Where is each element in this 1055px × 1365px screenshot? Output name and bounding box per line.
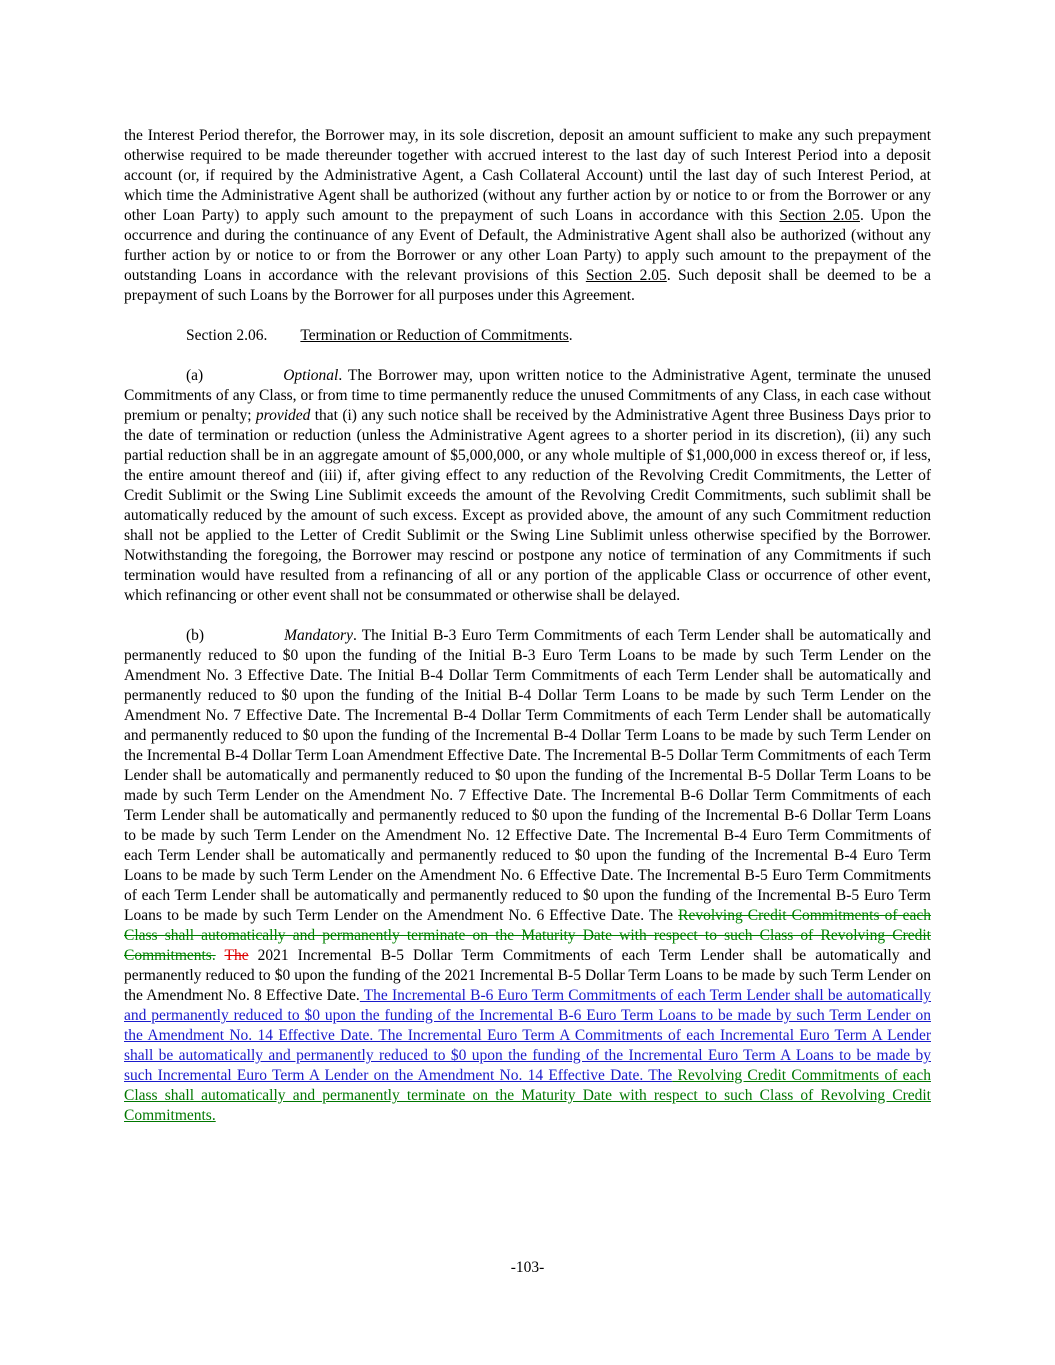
italic-text: Mandatory: [284, 627, 353, 644]
text-run: 2021 Incremental B-5 Dollar Term Commitments of each Term Lender shall be automatically and permanently reduced to $0 upon the funding of the 2021 Incremental B-5 Dollar Term Loans to be made by such Term Lender on the Amendment No. 8 Effective Date.: [124, 947, 931, 1004]
paragraph-label: (b): [186, 627, 205, 644]
paragraph-b-mandatory: [124, 626, 931, 1126]
paragraph-label: (a): [186, 367, 204, 384]
inserted-text-blue: The Incremental B-6 Euro Term Commitments of each Term Lender shall be automatically and permanently reduced to $0 upon the funding of the Incremental B-6 Euro Term Loans to be made by such Term Lender on the Amendment No. 14 Effective Date. The Incremental Euro Term A Commitments of each Incremental Euro Term A Lender shall be automatically and permanently reduced to $0 upon the funding of the Incremental Euro Term A Loans to be made by such Incremental Euro Term A Lender on the Amendment No. 14 Effective Date. The: [124, 987, 932, 1084]
underlined-text: Section 2.05: [779, 207, 860, 224]
paragraph-a-optional: [124, 366, 931, 606]
continuation-paragraph: [124, 126, 931, 306]
text-run: . The Initial B-3 Euro Term Commitments of each Term Lender shall be automatically and permanently reduced to $0 upon the funding of the Initial B-3 Euro Term Loans to be made by such Term Lender on the Amendment No. 3 Effective Date. The Initial B-4 Dollar Term Commitments of each Term Lender shall be automatically and permanently reduced to $0 upon the funding of the Initial B-4 Dollar Term Loans to be made by such Term Lender on the Amendment No. 7 Effective Date. The Incremental B-4 Dollar Term Commitments of each Term Lender shall be automatically and permanently reduced to $0 upon the funding of the Incremental B-4 Dollar Term Loans to be made by such Term Lender on the Incremental B-4 Dollar Term Loan Amendment Effective Date. The Incremental B-5 Dollar Term Commitments of each Term Lender shall be automatically and permanently reduced to $0 upon the funding of the Incremental B-5 Dollar Term Loans to be made by such Term Lender on the Amendment No. 7 Effective Date. The Incremental B-6 Dollar Term Commitments of each Term Lender shall be automatically and permanently reduced to $0 upon the funding of the Incremental B-6 Dollar Term Loans to be made by such Term Lender on the Amendment No. 12 Effective Date. The Incremental B-4 Euro Term Commitments of each Term Lender shall be automatically and permanently reduced to $0 upon the funding of the Incremental B-4 Euro Term Loans to be made by such Term Lender on the Amendment No. 6 Effective Date. The Incremental B-5 Euro Term Commitments of each Term Lender shall be automatically and permanently reduced to $0 upon the funding of the Incremental B-5 Euro Term Loans to be made by such Term Lender on the Amendment No. 6 Effective Date. The: [124, 627, 931, 924]
section-heading: [124, 326, 931, 346]
text-run: .: [568, 327, 573, 344]
text-run: . Upon the occurrence and during the continuance of any Event of Default, the Administrative Agent shall also be authorized (without any further action by or notice to or from the Borrower or any other Loan Party) to apply such amount to the prepayment of the outstanding Loans in accordance with the relevant provisions of this: [124, 207, 932, 284]
text-run: the Interest Period therefor, the Borrower may, in its sole discretion, deposit an amount sufficient to make any such prepayment otherwise required to be made thereunder together with accrued interest to the last day of such Interest Period into a deposit account (or, if required by the Administrative Agent, a Cash Collateral Account) until the last day of such Interest Period, at which time the Administrative Agent shall be authorized (without any further action by or notice to or from the Borrower or any other Loan Party) to apply such amount to the prepayment of such Loans in accordance with this: [124, 127, 931, 224]
deleted-text-green: Revolving Credit Commitments of each Class shall automatically and permanently terminate on the Maturity Date with respect to such Class of Revolving Credit Commitments.: [124, 907, 932, 964]
page-body: [124, 126, 931, 1126]
underlined-text: Termination or Reduction of Commitments: [300, 327, 569, 344]
italic-text: provided: [255, 407, 311, 424]
page-number: -103-: [510, 1259, 545, 1276]
italic-text: Optional: [283, 367, 339, 384]
inserted-text-green: Revolving Credit Commitments of each Class shall automatically and permanently terminate on the Maturity Date with respect to such Class of Revolving Credit Commitments.: [124, 1067, 931, 1124]
underlined-text: Section 2.05: [585, 267, 667, 284]
section-number: Section 2.06.: [186, 327, 268, 344]
text-run: that (i) any such notice shall be received by the Administrative Agent three Business Days prior to the date of termination or reduction (unless the Administrative Agent agrees to a shorter period in its discretion), (ii) any such partial reduction shall be in an aggregate amount of $5,000,000, or any whole multiple of $1,000,000 in excess thereof or, if less, the entire amount thereof and (iii) if, after giving effect to any reduction of the Revolving Credit Commitments, the Letter of Credit Sublimit or the Swing Line Sublimit exceeds the amount of the Revolving Credit Commitments, such sublimit shall be automatically reduced by the amount of such excess. Except as provided above, the amount of any such Commitment reduction shall not be applied to the Letter of Credit Sublimit or the Swing Line Sublimit unless otherwise specified by the Borrower. Notwithstanding the foregoing, the Borrower may rescind or postpone any notice of termination of any Commitments if such termination would have resulted from a refinancing of all or any portion of the applicable Class or occurrence of other event, which refinancing or other event shall not be consummated or otherwise shall be delayed.: [124, 407, 931, 604]
text-run: . Such deposit shall be deemed to be a prepayment of such Loans by the Borrower for all purposes under this Agreement.: [124, 267, 931, 304]
deleted-text-red: The: [224, 947, 249, 964]
text-run: . The Borrower may, upon written notice to the Administrative Agent, terminate the unused Commitments of any Class, or from time to time permanently reduce the unused Commitments of any Class, in each case without premium or penalty;: [124, 367, 931, 424]
